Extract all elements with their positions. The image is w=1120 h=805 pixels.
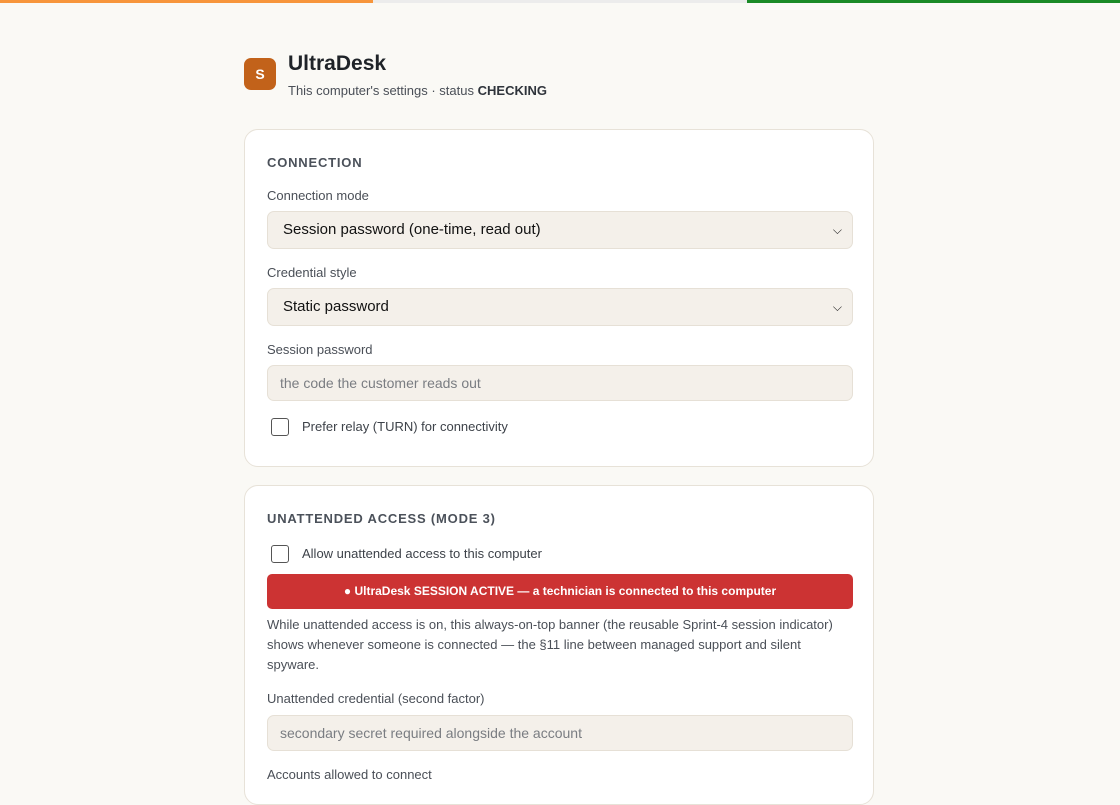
session-password-label: Session password: [267, 342, 373, 357]
page-subtitle: [288, 83, 547, 99]
session-active-banner: ● UltraDesk SESSION ACTIVE — a technician is connected to this computer: [267, 574, 853, 609]
unattended-checkbox[interactable]: [271, 545, 289, 563]
connection-card: [244, 129, 874, 467]
status-bar-segment-grey: [373, 0, 746, 3]
connection-mode-label: Connection mode: [267, 188, 369, 203]
accounts-allowed-label: Accounts allowed to connect: [267, 767, 432, 782]
subtitle-text: This computer's settings · status: [288, 83, 474, 98]
status-bar-segment-green: [747, 0, 1120, 3]
connection-mode-select[interactable]: [267, 211, 853, 249]
connection-section-title: CONNECTION: [267, 155, 363, 170]
unattended-credential-label: Unattended credential (second factor): [267, 691, 485, 706]
unattended-section-title: UNATTENDED ACCESS (MODE 3): [267, 511, 496, 526]
status-bar-segment-orange: [0, 0, 373, 3]
relay-checkbox-label: Prefer relay (TURN) for connectivity: [302, 419, 508, 434]
session-password-input[interactable]: the code the customer reads out: [267, 365, 853, 401]
credential-style-value: Static password: [283, 298, 389, 315]
unattended-help-text: While unattended access is on, this always-on-top banner (the reusable Sprint-4 session indicator) shows whenever someone is connected — the §11 line between managed support and silent spyware.: [267, 617, 833, 672]
app-title: UltraDesk: [288, 52, 387, 75]
chevron-down-icon: ⌵: [832, 300, 842, 314]
app-logo-icon: S: [244, 58, 276, 90]
unattended-credential-input[interactable]: secondary secret required alongside the account: [267, 715, 853, 751]
relay-checkbox[interactable]: [271, 418, 289, 436]
connection-mode-value: Session password (one-time, read out): [283, 221, 541, 238]
chevron-down-icon: ⌵: [832, 223, 842, 237]
credential-style-select[interactable]: [267, 288, 853, 326]
top-status-bar: [0, 0, 1120, 3]
unattended-checkbox-label: Allow unattended access to this computer: [302, 546, 542, 561]
unattended-access-card: [244, 485, 874, 805]
credential-style-label: Credential style: [267, 265, 357, 280]
status-value: CHECKING: [477, 83, 547, 98]
